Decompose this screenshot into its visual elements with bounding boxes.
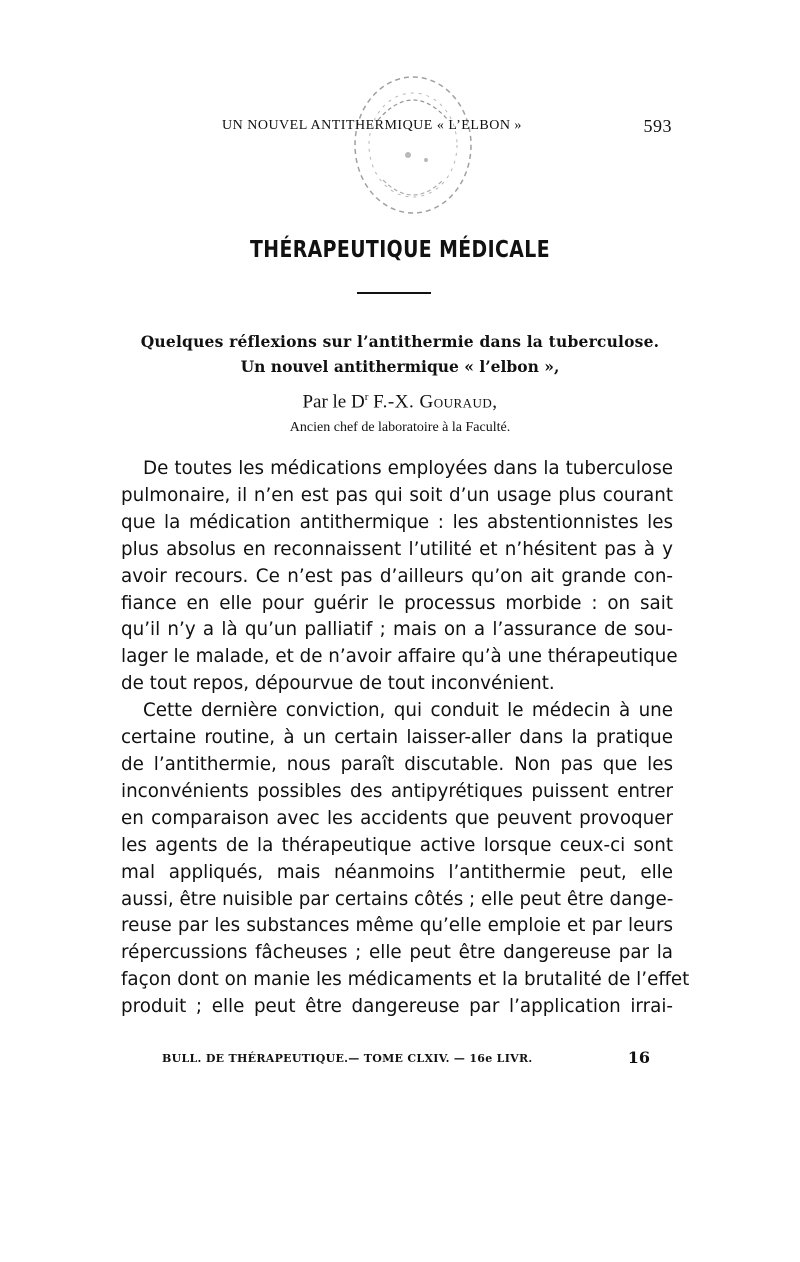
- text-line: mal appliqués, mais néanmoins l’antithermie peut, elle: [121, 861, 673, 883]
- paragraph-1: [121, 456, 678, 698]
- text-line: de tout repos, dépourvue de tout inconvénient.: [121, 673, 555, 695]
- running-header: [222, 118, 682, 138]
- author-prefix-superscript: r: [364, 391, 369, 403]
- text-line: aussi, être nuisible par certains côtés ; elle peut être dange-: [121, 888, 674, 910]
- text-line: reuse par les substances même qu’elle emploie et par leurs: [121, 915, 673, 937]
- text-line: De toutes les médications employées dans la tuberculose: [143, 458, 673, 479]
- page-number: 593: [643, 116, 672, 136]
- section-title: THÉRAPEUTIQUE MÉDICALE: [249, 237, 551, 263]
- article-body: [121, 456, 690, 1021]
- footer-signature: BULL. DE THÉRAPEUTIQUE.— TOME CLXIV. — 16e LIVR.: [162, 1052, 533, 1065]
- text-line: Cette dernière conviction, qui conduit le médecin à une: [143, 700, 673, 722]
- text-line: façon dont on manie les médicaments et la brutalité de l’effet: [121, 969, 690, 991]
- text-line: lager le malade, et de n’avoir affaire qu’à une thérapeutique: [121, 646, 678, 668]
- text-line: les agents de la thérapeutique active lorsque ceux-ci sont: [121, 834, 673, 856]
- running-header-title: UN NOUVEL ANTITHERMIQUE « L’ELBON »: [222, 118, 522, 133]
- text-line: pulmonaire, il n’en est pas qui soit d’un usage plus courant: [121, 484, 673, 506]
- author-prefix: Par le D: [302, 391, 365, 413]
- footer-sheet-number: 16: [627, 1048, 650, 1067]
- author-name: F.-X. Gouraud,: [373, 391, 498, 413]
- text-line: en comparaison avec les accidents que peuvent provoquer: [121, 807, 673, 829]
- text-line: certaine routine, à un certain laisser-aller dans la pratique: [121, 727, 673, 749]
- text-line: produit ; elle peut être dangereuse par l’application irrai-: [121, 996, 673, 1018]
- text-line: répercussions fâcheuses ; elle peut être dangereuse par la: [121, 942, 673, 964]
- paragraph-2: [121, 698, 690, 1021]
- author-line: [0, 391, 800, 413]
- author-affiliation: Ancien chef de laboratoire à la Faculté.: [289, 420, 511, 435]
- text-line: fiance en elle pour guérir le processus morbide : on sait: [121, 592, 673, 614]
- library-stamp: [338, 60, 488, 230]
- section-divider: [357, 292, 431, 294]
- text-line: plus absolus en reconnaissent l’utilité et n’hésitent pas à y: [121, 538, 673, 560]
- text-line: avoir recours. Ce n’est pas d’ailleurs qu’on ait grande con-: [121, 565, 673, 587]
- text-line: qu’il n’y a là qu’un palliatif ; mais on a l’assurance de sou-: [121, 619, 673, 641]
- text-line: inconvénients possibles des antipyrétiques puissent entrer: [121, 780, 673, 802]
- text-line: que la médication antithermique : les abstentionnistes les: [121, 511, 673, 533]
- article-title-line2: Un nouvel antithermique « l’elbon »,: [240, 357, 560, 376]
- article-title-line1: Quelques réflexions sur l’antithermie dans la tuberculose.: [140, 332, 660, 351]
- text-line: de l’antithermie, nous paraît discutable. Non pas que les: [121, 753, 673, 775]
